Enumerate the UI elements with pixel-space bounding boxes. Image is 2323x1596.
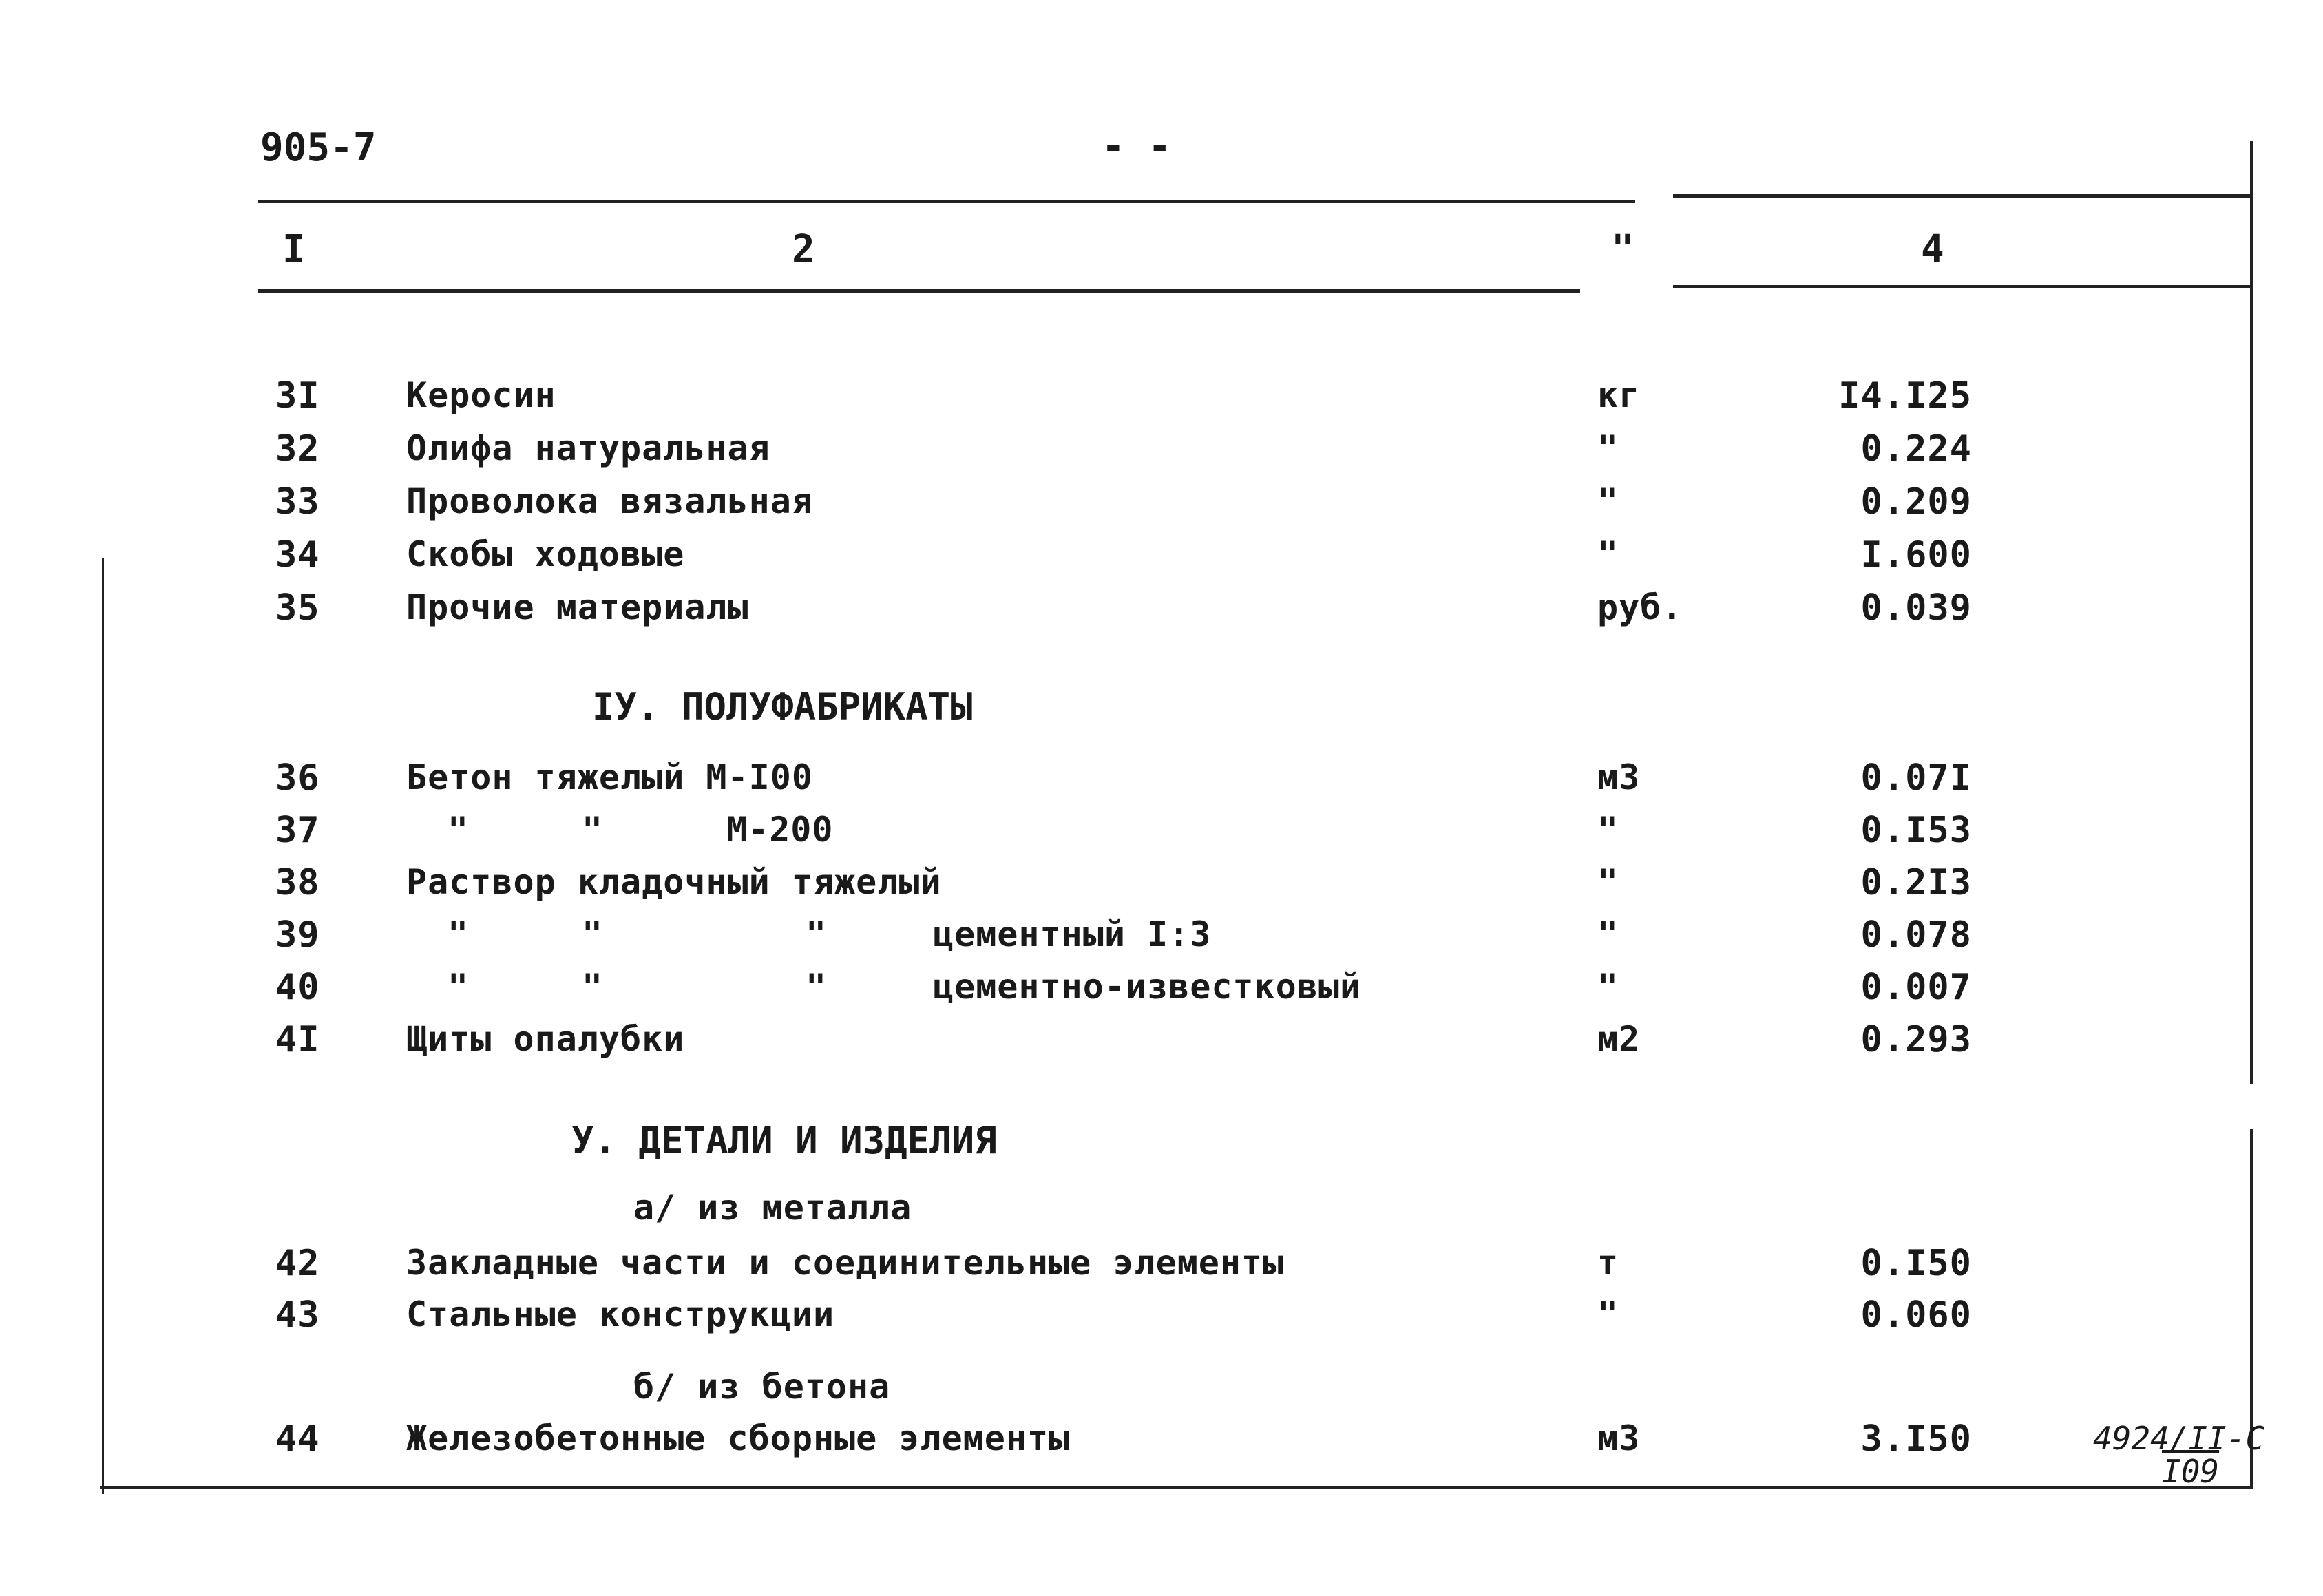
- table-row: [0, 967, 2323, 1015]
- row-unit: ": [1597, 862, 1619, 902]
- subsection-concrete: б/ из бетона: [633, 1367, 891, 1407]
- table-row: [0, 1418, 2323, 1467]
- row-unit: т: [1597, 1243, 1619, 1283]
- table-row: [0, 481, 2323, 529]
- row-name: М-200: [726, 810, 834, 850]
- table-row: [0, 757, 2323, 806]
- table-row: [0, 810, 2323, 858]
- row-unit: ": [1597, 428, 1619, 468]
- column-header-3: ": [1611, 227, 1634, 272]
- row-number: 39: [275, 914, 320, 956]
- row-unit: ": [1597, 481, 1619, 521]
- header-top-rule: [258, 200, 1635, 203]
- row-name: Керосин: [406, 375, 556, 415]
- row-name: Бетон тяжелый М-I00: [406, 757, 813, 797]
- header-bottom-rule-right: [1673, 285, 2251, 288]
- row-value: 0.2I3: [1860, 862, 1972, 903]
- row-name: цементный I:3: [933, 914, 1212, 954]
- ditto-mark: ": [448, 914, 470, 954]
- row-unit: ": [1597, 914, 1619, 954]
- section-title-parts: У. ДЕТАЛИ И ИЗДЕЛИЯ: [571, 1119, 997, 1162]
- row-value: 0.07I: [1860, 757, 1972, 799]
- row-number: 43: [275, 1294, 320, 1336]
- row-value: 0.293: [1860, 1019, 1972, 1060]
- document-stamp-page: I09: [2162, 1453, 2220, 1490]
- row-unit: м3: [1597, 757, 1641, 797]
- header-bottom-rule: [258, 289, 1580, 293]
- table-row: [0, 1294, 2323, 1343]
- table-row: [0, 375, 2323, 423]
- row-name: Железобетонные сборные элементы: [406, 1418, 1071, 1458]
- row-value: 0.I53: [1860, 810, 1972, 851]
- document-stamp: 4924/II-C: [2093, 1420, 2265, 1457]
- section-title-semi-finished: IУ. ПОЛУФАБРИКАТЫ: [592, 685, 973, 728]
- row-name: Проволока вязальная: [406, 481, 813, 521]
- row-number: 38: [275, 862, 320, 903]
- row-number: 32: [275, 428, 320, 470]
- row-value: I.600: [1860, 534, 1972, 576]
- row-name: Скобы ходовые: [406, 534, 685, 574]
- row-number: 40: [275, 967, 320, 1008]
- page-marker: - -: [1102, 124, 1172, 169]
- table-row: [0, 587, 2323, 636]
- bottom-rule: [100, 1486, 2253, 1489]
- ditto-mark: ": [448, 810, 470, 850]
- table-row: [0, 1243, 2323, 1291]
- ditto-mark: ": [448, 967, 470, 1007]
- column-header-4: 4: [1921, 227, 1944, 272]
- row-number: 37: [275, 810, 320, 851]
- document-code: 905-7: [260, 125, 377, 170]
- ditto-mark: ": [806, 914, 828, 954]
- row-number: 35: [275, 587, 320, 629]
- table-row: [0, 1019, 2323, 1067]
- row-unit: ": [1597, 534, 1619, 574]
- column-header-2: 2: [792, 227, 815, 272]
- row-number: 33: [275, 481, 320, 523]
- ditto-mark: ": [582, 967, 604, 1007]
- row-number: 44: [275, 1418, 320, 1460]
- row-name: Раствор кладочный тяжелый: [406, 862, 942, 902]
- row-value: 0.039: [1860, 587, 1972, 629]
- row-number: 3I: [275, 375, 320, 417]
- row-name: цементно-известковый: [933, 967, 1362, 1007]
- row-value: 0.078: [1860, 914, 1972, 956]
- row-number: 42: [275, 1243, 320, 1284]
- row-value: 3.I50: [1860, 1418, 1972, 1460]
- row-name: Закладные части и соединительные элементы: [406, 1243, 1285, 1283]
- table-row: [0, 534, 2323, 582]
- table-row: [0, 862, 2323, 910]
- row-unit: ": [1597, 1294, 1619, 1334]
- row-name: Прочие материалы: [406, 587, 749, 627]
- row-name: Щиты опалубки: [406, 1019, 685, 1059]
- row-value: 0.060: [1860, 1294, 1972, 1336]
- row-name: Олифа натуральная: [406, 428, 770, 468]
- row-number: 4I: [275, 1019, 320, 1060]
- ditto-mark: ": [806, 967, 828, 1007]
- row-unit: кг: [1597, 375, 1641, 415]
- row-value: 0.224: [1860, 428, 1972, 470]
- row-unit: ": [1597, 967, 1619, 1007]
- subsection-metal: а/ из металла: [633, 1188, 912, 1228]
- row-value: 0.I50: [1860, 1243, 1972, 1284]
- row-number: 36: [275, 757, 320, 799]
- table-row: [0, 914, 2323, 963]
- row-value: 0.209: [1860, 481, 1972, 523]
- header-top-rule-right: [1673, 194, 2251, 198]
- row-name: Стальные конструкции: [406, 1294, 835, 1334]
- row-unit: м2: [1597, 1019, 1641, 1059]
- ditto-mark: ": [582, 810, 604, 850]
- row-unit: руб.: [1597, 587, 1683, 627]
- column-header-1: I: [282, 227, 306, 272]
- row-value: I4.I25: [1838, 375, 1972, 417]
- row-unit: ": [1597, 810, 1619, 850]
- row-unit: м3: [1597, 1418, 1641, 1458]
- row-value: 0.007: [1860, 967, 1972, 1008]
- table-row: [0, 428, 2323, 476]
- ditto-mark: ": [582, 914, 604, 954]
- row-number: 34: [275, 534, 320, 576]
